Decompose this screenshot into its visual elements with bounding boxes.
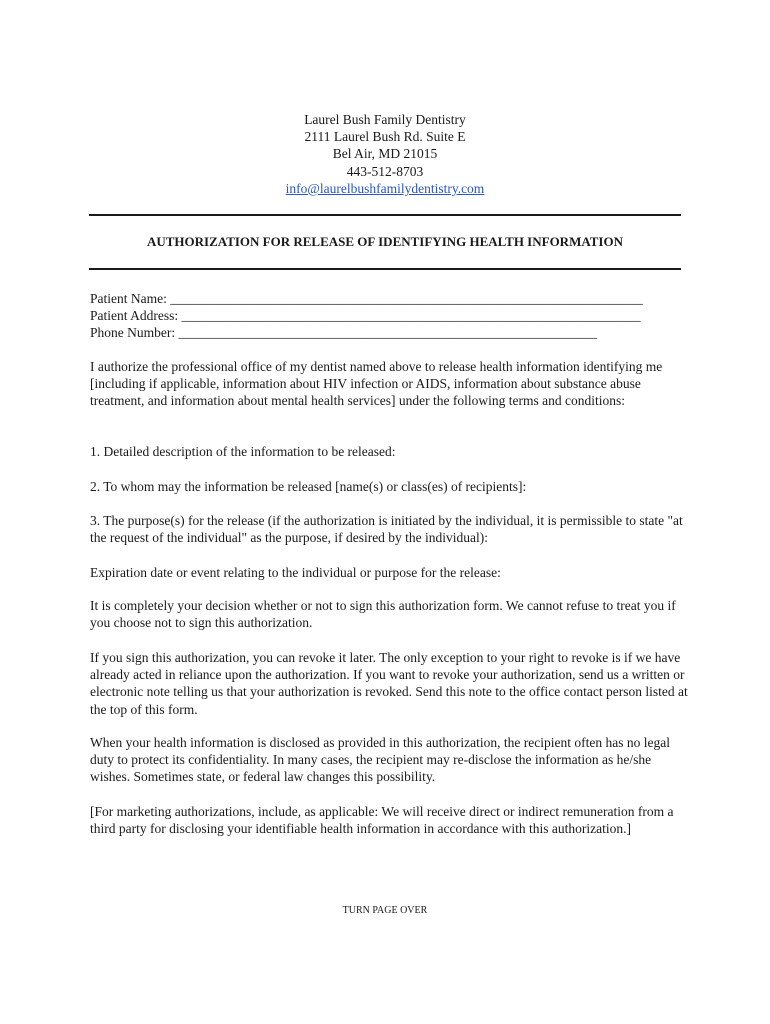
- patient-name-field: Patient Name: ______________________________________________________________________: [90, 291, 643, 306]
- practice-name: Laurel Bush Family Dentistry: [304, 112, 466, 127]
- disclosure-text: When your health information is disclosed as provided in this authorization, the recipient often has no legal duty to protect its confidentiality. In many cases, the recipient may re-disclose the information as he/she wishes. Sometimes state, or federal law changes this possibility.: [90, 735, 670, 785]
- item-3: [90, 512, 690, 546]
- expiration-paragraph: [90, 564, 690, 581]
- item-3-text: 3. The purpose(s) for the release (if the authorization is initiated by the individual, it is permissible to state "at the request of the individual" as the purpose, if desired by the individual):: [90, 513, 683, 546]
- revoke-text: If you sign this authorization, you can revoke it later. The only exception to your right to revoke is if we have already acted in reliance upon the authorization. If you want to revoke your authorization, send us a written or electronic note telling us that your authorization is revoked. Send this note to the office contact person listed at the top of this form.: [90, 650, 688, 717]
- item-2-text: 2. To whom may the information be released [name(s) or class(es) of recipients]:: [90, 479, 527, 494]
- document-title: AUTHORIZATION FOR RELEASE OF IDENTIFYING HEALTH INFORMATION: [146, 234, 623, 249]
- authorization-text: I authorize the professional office of my dentist named above to release health information identifying me [including if applicable, information about HIV infection or AIDS, information about substance abuse treatment, and information about mental health services] under the following terms and conditions:: [90, 359, 663, 409]
- practice-phone: 443-512-8703: [346, 163, 424, 179]
- practice-email-link[interactable]: info@laurelbushfamilydentistry.com: [285, 180, 485, 196]
- turn-page-over-note: TURN PAGE OVER: [342, 905, 428, 916]
- marketing-paragraph: [90, 803, 690, 837]
- practice-street: 2111 Laurel Bush Rd. Suite E: [304, 129, 466, 145]
- title-rule-bottom: [89, 268, 681, 270]
- decision-paragraph: [90, 597, 690, 631]
- marketing-text: [For marketing authorizations, include, as applicable: We will receive direct or indirect remuneration from a third party for disclosing your identifiable health information in accordance with this authorization.]: [90, 804, 674, 837]
- authorization-paragraph: [90, 358, 690, 410]
- decision-text: It is completely your decision whether or not to sign this authorization form. We cannot refuse to treat you if you choose not to sign this authorization.: [90, 598, 676, 631]
- patient-address-field: Patient Address: ____________________________________________________________________: [90, 308, 641, 324]
- title-rule-top: [89, 214, 681, 216]
- patient-fields: [90, 290, 690, 342]
- item-1-text: 1. Detailed description of the information to be released:: [90, 444, 396, 459]
- disclosure-paragraph: [90, 734, 690, 786]
- item-2: [90, 478, 690, 495]
- expiration-text: Expiration date or event relating to the individual or purpose for the release:: [90, 565, 501, 580]
- item-1: [90, 443, 690, 460]
- letterhead: [0, 111, 770, 197]
- phone-number-field: Phone Number: ______________________________________________________________: [90, 325, 597, 341]
- revoke-paragraph: [90, 649, 690, 718]
- practice-city-state-zip: Bel Air, MD 21015: [332, 146, 438, 162]
